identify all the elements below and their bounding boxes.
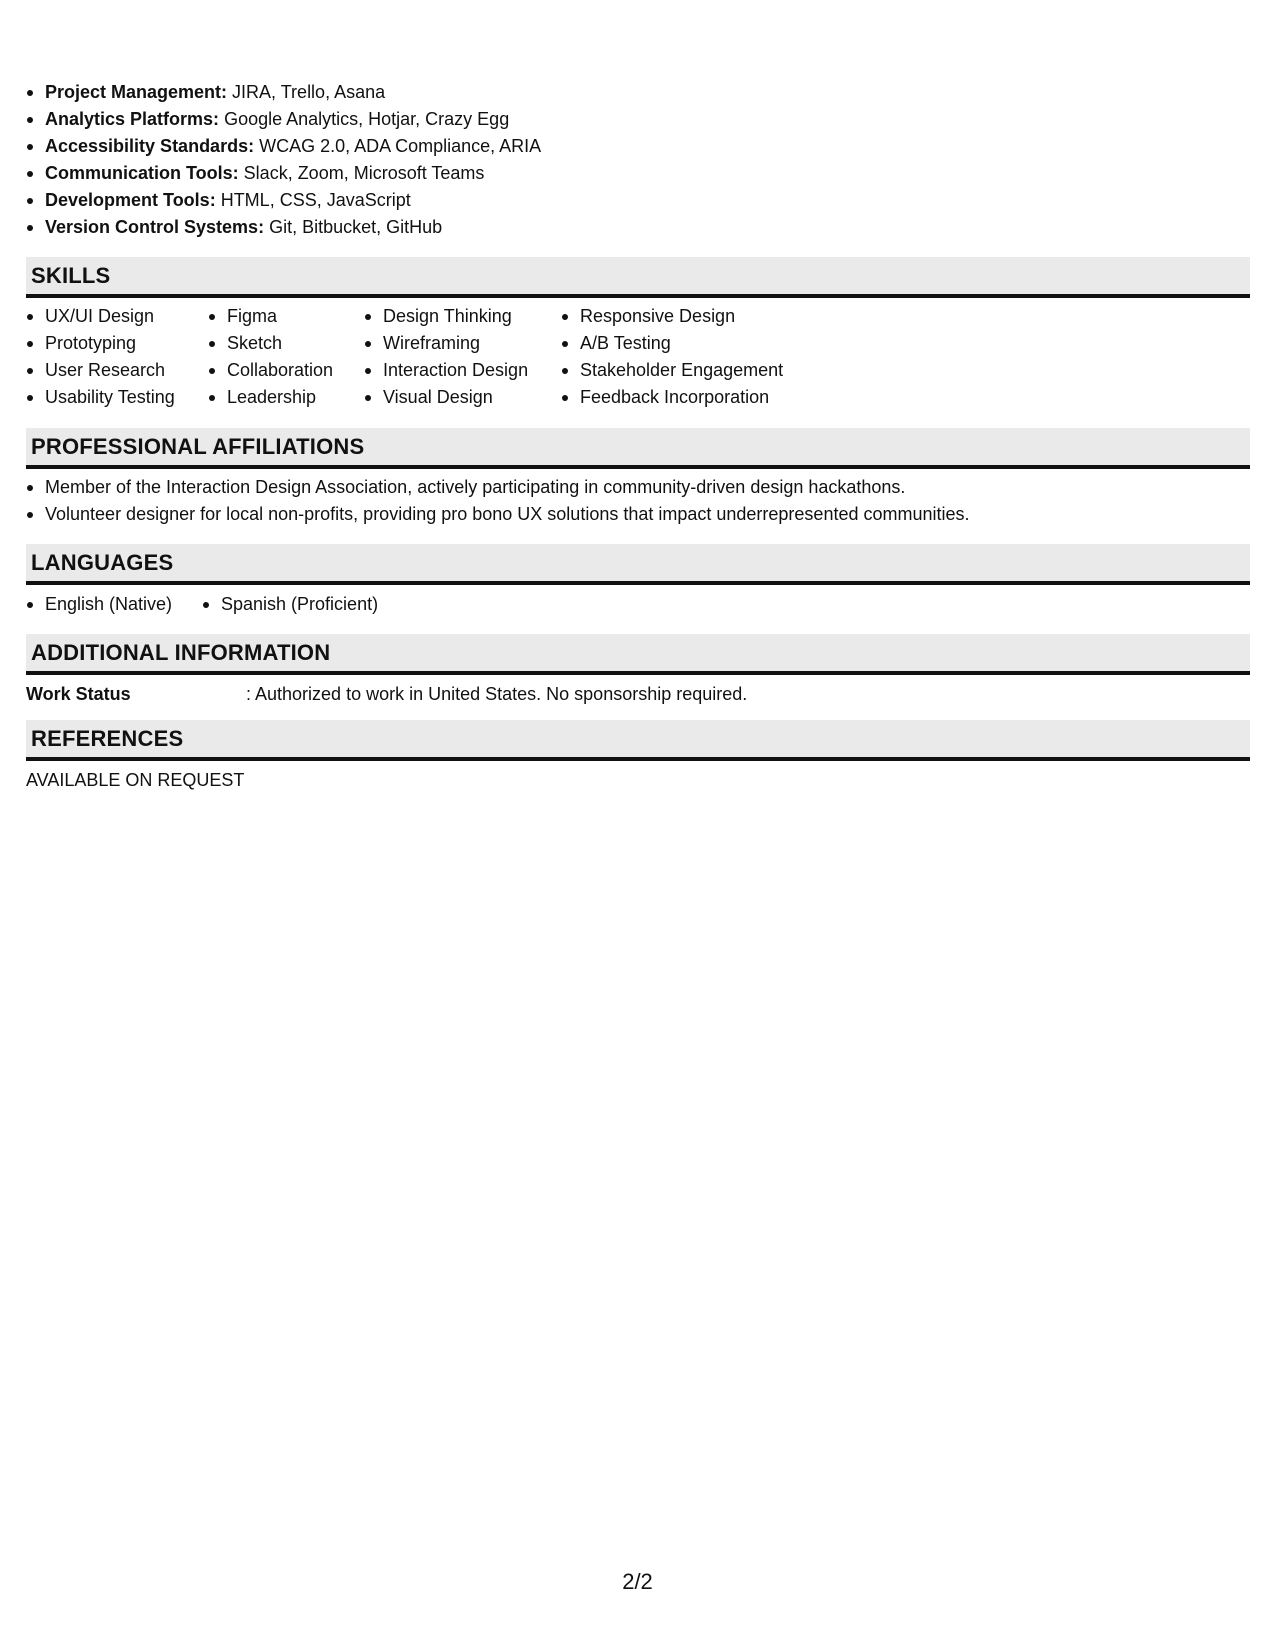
language-item: English (Native): [26, 591, 172, 618]
skills-column: [26, 303, 175, 411]
skill-item: User Research: [26, 357, 175, 384]
tool-value: Slack, Zoom, Microsoft Teams: [238, 163, 485, 183]
work-status-row: [26, 681, 1250, 708]
skill-item: Design Thinking: [364, 303, 528, 330]
tool-label: Accessibility Standards:: [45, 136, 255, 156]
skills-column: [208, 303, 333, 411]
tool-value: WCAG 2.0, ADA Compliance, ARIA: [254, 136, 542, 156]
skill-item: A/B Testing: [561, 330, 783, 357]
section-title: PROFESSIONAL AFFILIATIONS: [31, 434, 365, 459]
work-status-label: Work Status: [26, 684, 131, 704]
language-item: Spanish (Proficient): [202, 591, 378, 618]
tool-item: [26, 106, 541, 133]
skills-column: [561, 303, 783, 411]
tool-label: Project Management:: [45, 82, 228, 102]
tool-item: [26, 187, 541, 214]
tool-label: Version Control Systems:: [45, 217, 265, 237]
skill-item: Stakeholder Engagement: [561, 357, 783, 384]
skill-item: Leadership: [208, 384, 333, 411]
tool-item: [26, 79, 541, 106]
skill-item: Prototyping: [26, 330, 175, 357]
skill-item: Responsive Design: [561, 303, 783, 330]
page-number: 2/2: [622, 1569, 653, 1594]
affiliation-item: Volunteer designer for local non-profits, providing pro bono UX solutions that impact underrepresented communities.: [26, 501, 970, 528]
tool-label: Analytics Platforms:: [45, 109, 220, 129]
affiliation-item: Member of the Interaction Design Association, actively participating in community-driven design hackathons.: [26, 474, 970, 501]
tool-item: [26, 160, 541, 187]
section-title: LANGUAGES: [31, 550, 174, 575]
skill-item: UX/UI Design: [26, 303, 175, 330]
skill-item: Collaboration: [208, 357, 333, 384]
section-title: SKILLS: [31, 263, 111, 288]
section-title: ADDITIONAL INFORMATION: [31, 640, 331, 665]
tools-list: [26, 79, 541, 241]
languages-section-header: [26, 544, 1250, 585]
additional-info-section-header: [26, 634, 1250, 675]
affiliations-list: [26, 474, 970, 528]
affiliations-section-header: [26, 428, 1250, 469]
references-text: AVAILABLE ON REQUEST: [26, 770, 245, 790]
skills-section-header: [26, 257, 1250, 298]
skill-item: Sketch: [208, 330, 333, 357]
tool-value: HTML, CSS, JavaScript: [215, 190, 411, 210]
skill-item: Visual Design: [364, 384, 528, 411]
tool-item: [26, 133, 541, 160]
tool-value: Google Analytics, Hotjar, Crazy Egg: [219, 109, 510, 129]
skill-item: Figma: [208, 303, 333, 330]
tool-item: [26, 214, 541, 241]
skill-item: Wireframing: [364, 330, 528, 357]
skill-item: Interaction Design: [364, 357, 528, 384]
skills-column: [364, 303, 528, 411]
tool-label: Communication Tools:: [45, 163, 239, 183]
skill-item: Usability Testing: [26, 384, 175, 411]
skill-item: Feedback Incorporation: [561, 384, 783, 411]
tool-label: Development Tools:: [45, 190, 216, 210]
references-section-header: [26, 720, 1250, 761]
tool-value: Git, Bitbucket, GitHub: [264, 217, 443, 237]
section-title: REFERENCES: [31, 726, 184, 751]
work-status-value: : Authorized to work in United States. No sponsorship required.: [246, 684, 748, 704]
tool-value: JIRA, Trello, Asana: [227, 82, 386, 102]
